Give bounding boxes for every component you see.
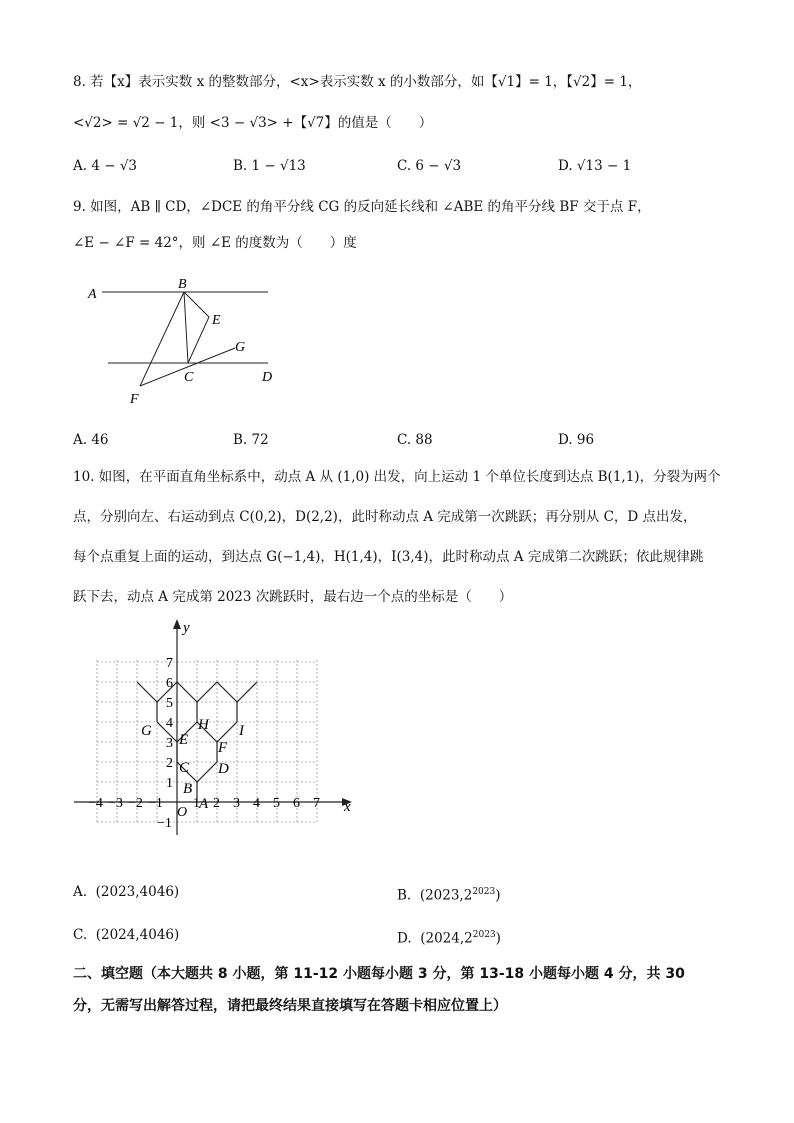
label-f: F (130, 392, 139, 407)
y-tick-label: 3 (166, 736, 173, 751)
y-tick-label: 5 (166, 696, 173, 711)
q9-line-2: ∠E − ∠F = 42°，则 ∠E 的度数为（ ）度 (73, 235, 357, 251)
label-d: D (262, 370, 273, 385)
jump-segment (197, 682, 217, 702)
q10-option-d: D. $(2024,2^{2023})$ (397, 930, 501, 947)
q10-option-a: A. (2023,4046) (73, 884, 180, 900)
q8-line-1: 8. 若【x】表示实数 x 的整数部分，<x>表示实数 x 的小数部分，如【√1】= 1，【√2】= 1， (73, 74, 642, 90)
point-label-h: H (198, 717, 209, 733)
point-label-d: D (218, 761, 229, 777)
line-b-f (140, 292, 184, 386)
q9-option-d: D. 96 (558, 432, 595, 448)
point-label-i: I (239, 723, 244, 739)
q9-option-a: A. 46 (73, 432, 109, 448)
q9-option-b: B. 72 (233, 432, 269, 448)
x-tick-label: 4 (253, 796, 260, 811)
q10-option-b: B. $(2023,2^{2023})$ (397, 887, 501, 904)
jump-segment (217, 722, 237, 742)
q8-option-c: C. 6 − √3 (397, 158, 462, 174)
point-label-e: E (179, 732, 189, 748)
point-label-f: F (218, 740, 228, 756)
jump-segment (197, 762, 217, 782)
q10-line-4: 跃下去，动点 A 完成第 2023 次跳跃时，最右边一个点的坐标是（ ） (73, 589, 513, 605)
section2-line-1: 二、填空题（本大题共 8 小题，第 11-12 小题每小题 3 分，第 13-18 小题每小题 4 分，共 30 (73, 966, 685, 982)
jump-segment (237, 682, 257, 702)
point-label-b: B (183, 781, 193, 797)
x-tick-label: 2 (213, 796, 220, 811)
q10-line-1: 10. 如图，在平面直角坐标系中，动点 A 从 (1,0) 出发，向上运动 1 个单位长度到达点 B(1,1)，分裂为两个 (73, 469, 721, 485)
x-tick-label: −3 (108, 796, 123, 811)
point-label-g: G (141, 723, 152, 739)
x-tick-label: −1 (148, 796, 163, 811)
q10-coordinate-figure (70, 615, 370, 840)
jump-segment (217, 682, 237, 702)
y-axis-label: y (183, 620, 190, 636)
y-tick-label: −1 (157, 816, 172, 831)
origin-label: O (177, 805, 188, 820)
y-axis-arrow (173, 619, 181, 629)
section2-line-2: 分，无需写出解答过程，请把最终结果直接填写在答题卡相应位置上） (73, 998, 507, 1014)
q10-option-c: C. (2024,4046) (73, 927, 180, 943)
q8-option-b: B. 1 − √13 (233, 158, 306, 174)
label-e: E (212, 313, 221, 328)
q9-line-1: 9. 如图，AB ∥ CD，∠DCE 的角平分线 CG 的反向延长线和 ∠ABE 的角平分线 BF 交于点 F， (73, 199, 651, 215)
q9-figure (80, 272, 290, 412)
label-g: G (235, 340, 246, 355)
x-tick-label: 5 (273, 796, 280, 811)
label-b: B (178, 277, 187, 292)
label-a: A (88, 287, 97, 302)
x-tick-label: 6 (293, 796, 300, 811)
q10-line-3: 每个点重复上面的运动，到达点 G(−1,4)，H(1,4)，I(3,4)，此时称动点 A 完成第二次跳跃；依此规律跳 (73, 549, 704, 565)
q8-line-2: <√2> = √2 − 1，则 <3 − √3> +【√7】的值是（ ） (73, 115, 433, 131)
x-tick-label: −2 (128, 796, 143, 811)
y-tick-label: 4 (166, 716, 173, 731)
jump-segment (177, 682, 197, 702)
point-label-c: C (179, 760, 190, 776)
label-c: C (184, 370, 194, 385)
x-axis-label: x (344, 799, 351, 815)
x-tick-label: 3 (233, 796, 240, 811)
x-tick-label: 1 (193, 796, 200, 811)
y-tick-label: 7 (166, 656, 173, 671)
segment-b-c (184, 292, 188, 363)
y-tick-label: 1 (166, 776, 173, 791)
x-tick-label: 7 (313, 796, 320, 811)
q9-option-c: C. 88 (397, 432, 433, 448)
y-tick-label: 6 (166, 676, 173, 691)
jump-segment (137, 682, 157, 702)
point-label-a: A (199, 796, 209, 812)
q8-option-a: A. 4 − √3 (73, 158, 138, 174)
q10-line-2: 点，分别向左、右运动到点 C(0,2)，D(2,2)，此时称动点 A 完成第一次跳跃；再分别从 C，D 点出发， (73, 509, 697, 525)
x-tick-label: −4 (88, 796, 103, 811)
y-tick-label: 2 (166, 756, 173, 771)
q8-option-d: D. √13 − 1 (558, 158, 632, 174)
